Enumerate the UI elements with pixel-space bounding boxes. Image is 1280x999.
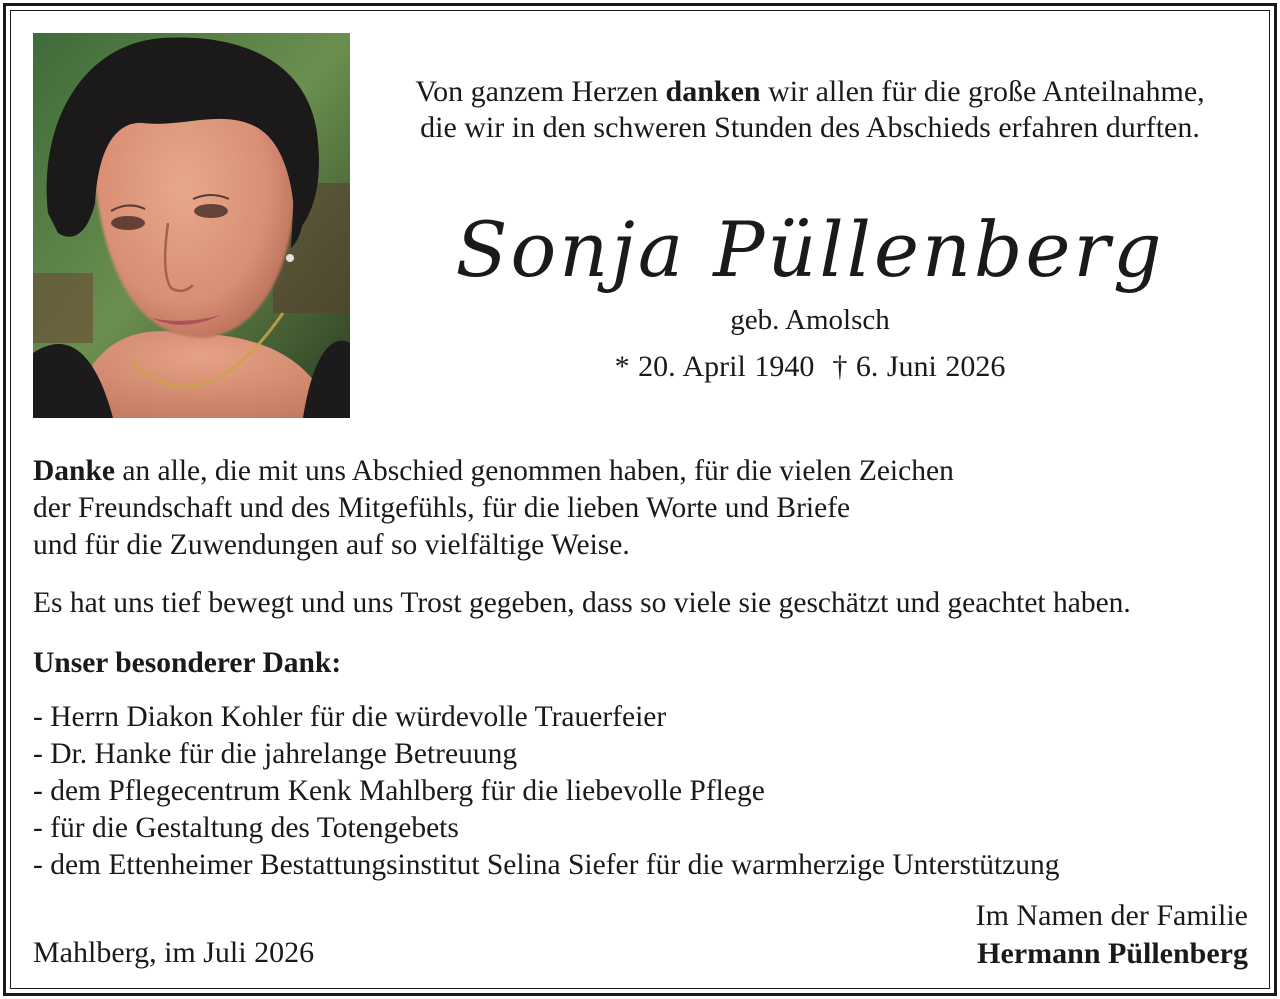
birth-date: * 20. April 1940: [614, 350, 815, 383]
death-date: † 6. Juni 2026: [832, 350, 1006, 383]
signature-block: [976, 897, 1248, 973]
intro-text: [360, 74, 1260, 146]
intro-line-2: die wir in den schweren Stunden des Abschieds erfahren durften.: [420, 111, 1200, 144]
comfort-line: Es hat uns tief bewegt und uns Trost gegeben, dass so viele sie geschätzt und geachtet haben.: [33, 587, 1131, 619]
signer-name: Hermann Püllenberg: [977, 937, 1248, 970]
intro-line-1: [360, 74, 1260, 110]
intro-line-1-start: Von ganzem Herzen: [415, 75, 666, 108]
birth-name: geb. Amolsch: [730, 304, 890, 336]
special-thanks-title: Unser besonderer Dank:: [33, 647, 342, 679]
list-item: - für die Gestaltung des Totengebets: [33, 812, 459, 844]
portrait-photo: [33, 33, 350, 418]
intro-line-1-end: wir allen für die große Anteilnahme,: [760, 75, 1205, 108]
life-dates: [360, 349, 1260, 385]
deceased-name: Sonja Püllenberg: [455, 205, 1165, 294]
list-item: - dem Pflegecentrum Kenk Mahlberg für die liebevolle Pflege: [33, 775, 765, 807]
thanks-lead: Danke: [33, 455, 115, 487]
thanks-line-1-rest: an alle, die mit uns Abschied genommen haben, für die vielen Zeichen: [114, 455, 954, 487]
list-item: - Herrn Diakon Kohler für die würdevolle Trauerfeier: [33, 701, 667, 733]
comfort-paragraph: [33, 585, 1263, 622]
thanks-line-2: der Freundschaft und des Mitgefühls, für die lieben Worte und Briefe: [33, 492, 851, 524]
thanks-line-3: und für die Zuwendungen auf so vielfältige Weise.: [33, 529, 630, 561]
intro-line-1-emphasis: danken: [665, 75, 761, 108]
place-date: Mahlberg, im Juli 2026: [33, 936, 315, 969]
thanks-paragraph: [33, 453, 1263, 564]
special-thanks-list: [33, 699, 1263, 884]
thanks-line-1: [33, 453, 1263, 490]
on-behalf-label: Im Namen der Familie: [975, 899, 1248, 932]
list-item: - dem Ettenheimer Bestattungsinstitut Selina Siefer für die warmherzige Unterstützung: [33, 849, 1060, 881]
special-thanks-heading: [33, 645, 1263, 682]
list-item: - Dr. Hanke für die jahrelange Betreuung: [33, 738, 518, 770]
